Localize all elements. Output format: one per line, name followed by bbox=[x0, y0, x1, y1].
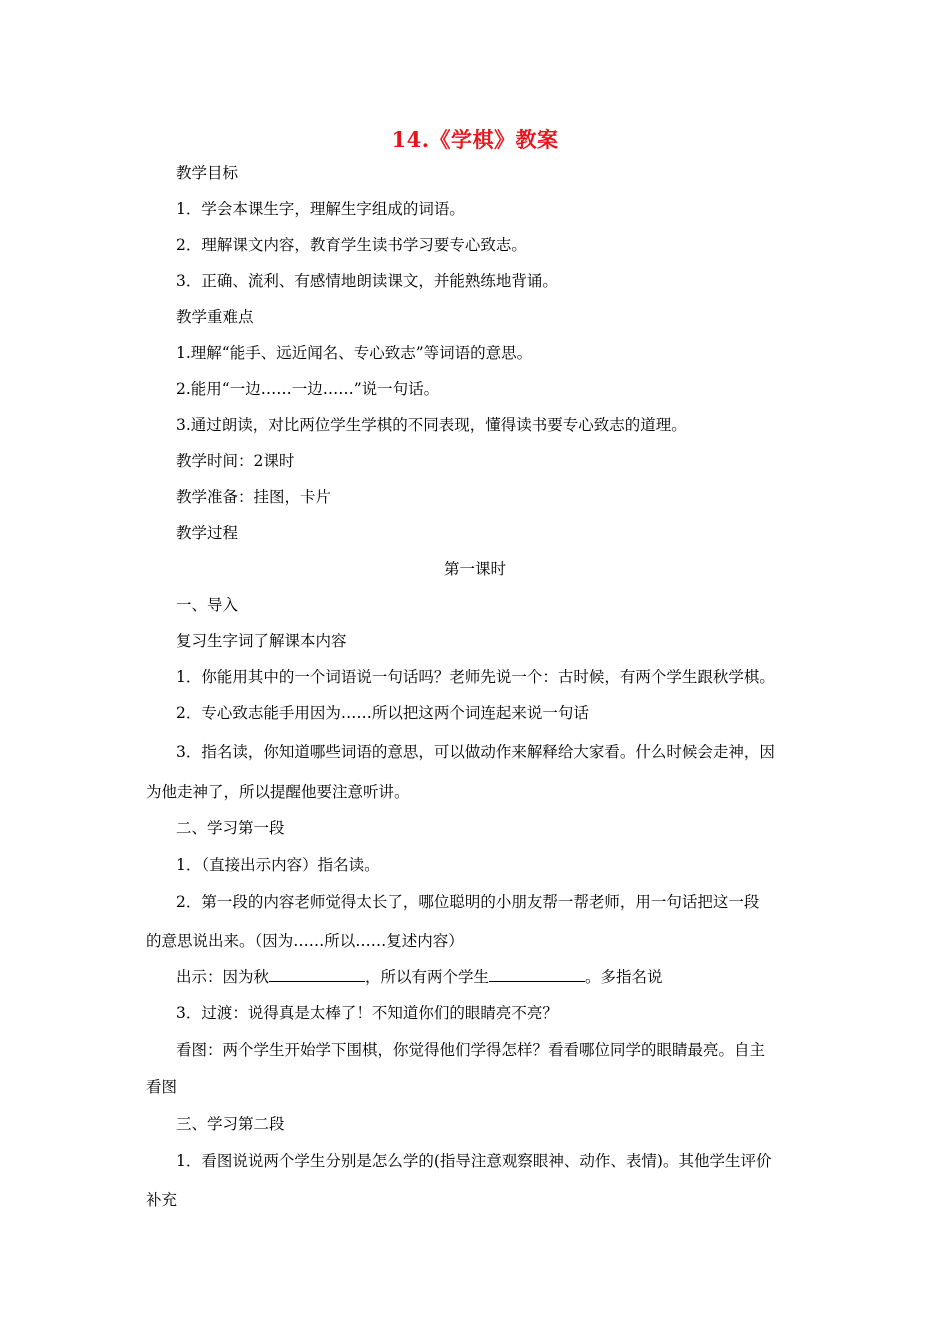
paragraph-line: 复习生字词了解课本内容 bbox=[176, 632, 347, 650]
teaching-time: 教学时间：2课时 bbox=[176, 452, 295, 470]
fill-in-line bbox=[176, 967, 663, 987]
section-heading-key-points: 教学重难点 bbox=[176, 308, 254, 326]
fill-in-text: ，所以有两个学生 bbox=[365, 968, 490, 986]
paragraph-line: 2．专心致志能手用因为……所以把这两个词连起来说一句话 bbox=[176, 704, 589, 722]
paragraph-line: 2.能用“一边……一边……”说一句话。 bbox=[176, 380, 440, 398]
paragraph-line: 3．指名读，你知道哪些词语的意思，可以做动作来解释给大家看。什么时候会走神，因 bbox=[176, 743, 775, 761]
paragraph-line: 看图：两个学生开始学下围棋，你觉得他们学得怎样？看看哪位同学的眼睛最亮。自主 bbox=[176, 1041, 766, 1059]
paragraph-line: 看图 bbox=[146, 1078, 178, 1096]
fill-in-text: 出示：因为秋 bbox=[176, 968, 270, 986]
fill-in-text: 。多指名说 bbox=[585, 968, 663, 986]
paragraph-line: 3．正确、流利、有感情地朗读课文，并能熟练地背诵。 bbox=[176, 272, 558, 290]
fill-in-blank bbox=[269, 967, 365, 982]
document-title: 14.《学棋》教案 bbox=[391, 127, 559, 152]
section-heading-goals: 教学目标 bbox=[176, 164, 239, 182]
paragraph-line: 2．理解课文内容，教育学生读书学习要专心致志。 bbox=[176, 236, 527, 254]
paragraph-line: 3.通过朗读，对比两位学生学棋的不同表现，懂得读书要专心致志的道理。 bbox=[176, 416, 687, 434]
paragraph-line: 1．看图说说两个学生分别是怎么学的(指导注意观察眼神、动作、表情)。其他学生评价 bbox=[176, 1152, 772, 1170]
section-heading-part2: 三、学习第二段 bbox=[176, 1115, 285, 1133]
lesson-heading: 第一课时 bbox=[443, 560, 506, 578]
fill-in-blank bbox=[489, 967, 585, 982]
section-heading-process: 教学过程 bbox=[176, 524, 239, 542]
paragraph-line: 1.理解“能手、远近闻名、专心致志”等词语的意思。 bbox=[176, 344, 533, 362]
teaching-materials: 教学准备：挂图，卡片 bbox=[176, 488, 332, 506]
paragraph-line: 1．学会本课生字，理解生字组成的词语。 bbox=[176, 200, 465, 218]
section-heading-part1: 二、学习第一段 bbox=[176, 819, 285, 837]
paragraph-line: 的意思说出来。（因为……所以……复述内容） bbox=[146, 932, 464, 950]
paragraph-line: 1．你能用其中的一个词语说一句话吗？老师先说一个：古时候，有两个学生跟秋学棋。 bbox=[176, 668, 775, 686]
paragraph-line: 2．第一段的内容老师觉得太长了，哪位聪明的小朋友帮一帮老师，用一句话把这一段 bbox=[176, 893, 760, 911]
section-heading-intro: 一、导入 bbox=[176, 596, 239, 614]
paragraph-line: 1．（直接出示内容）指名读。 bbox=[176, 856, 380, 874]
paragraph-line: 3．过渡：说得真是太棒了！不知道你们的眼睛亮不亮？ bbox=[176, 1004, 558, 1022]
paragraph-line: 为他走神了，所以提醒他要注意听讲。 bbox=[146, 783, 410, 801]
paragraph-line: 补充 bbox=[146, 1191, 178, 1209]
